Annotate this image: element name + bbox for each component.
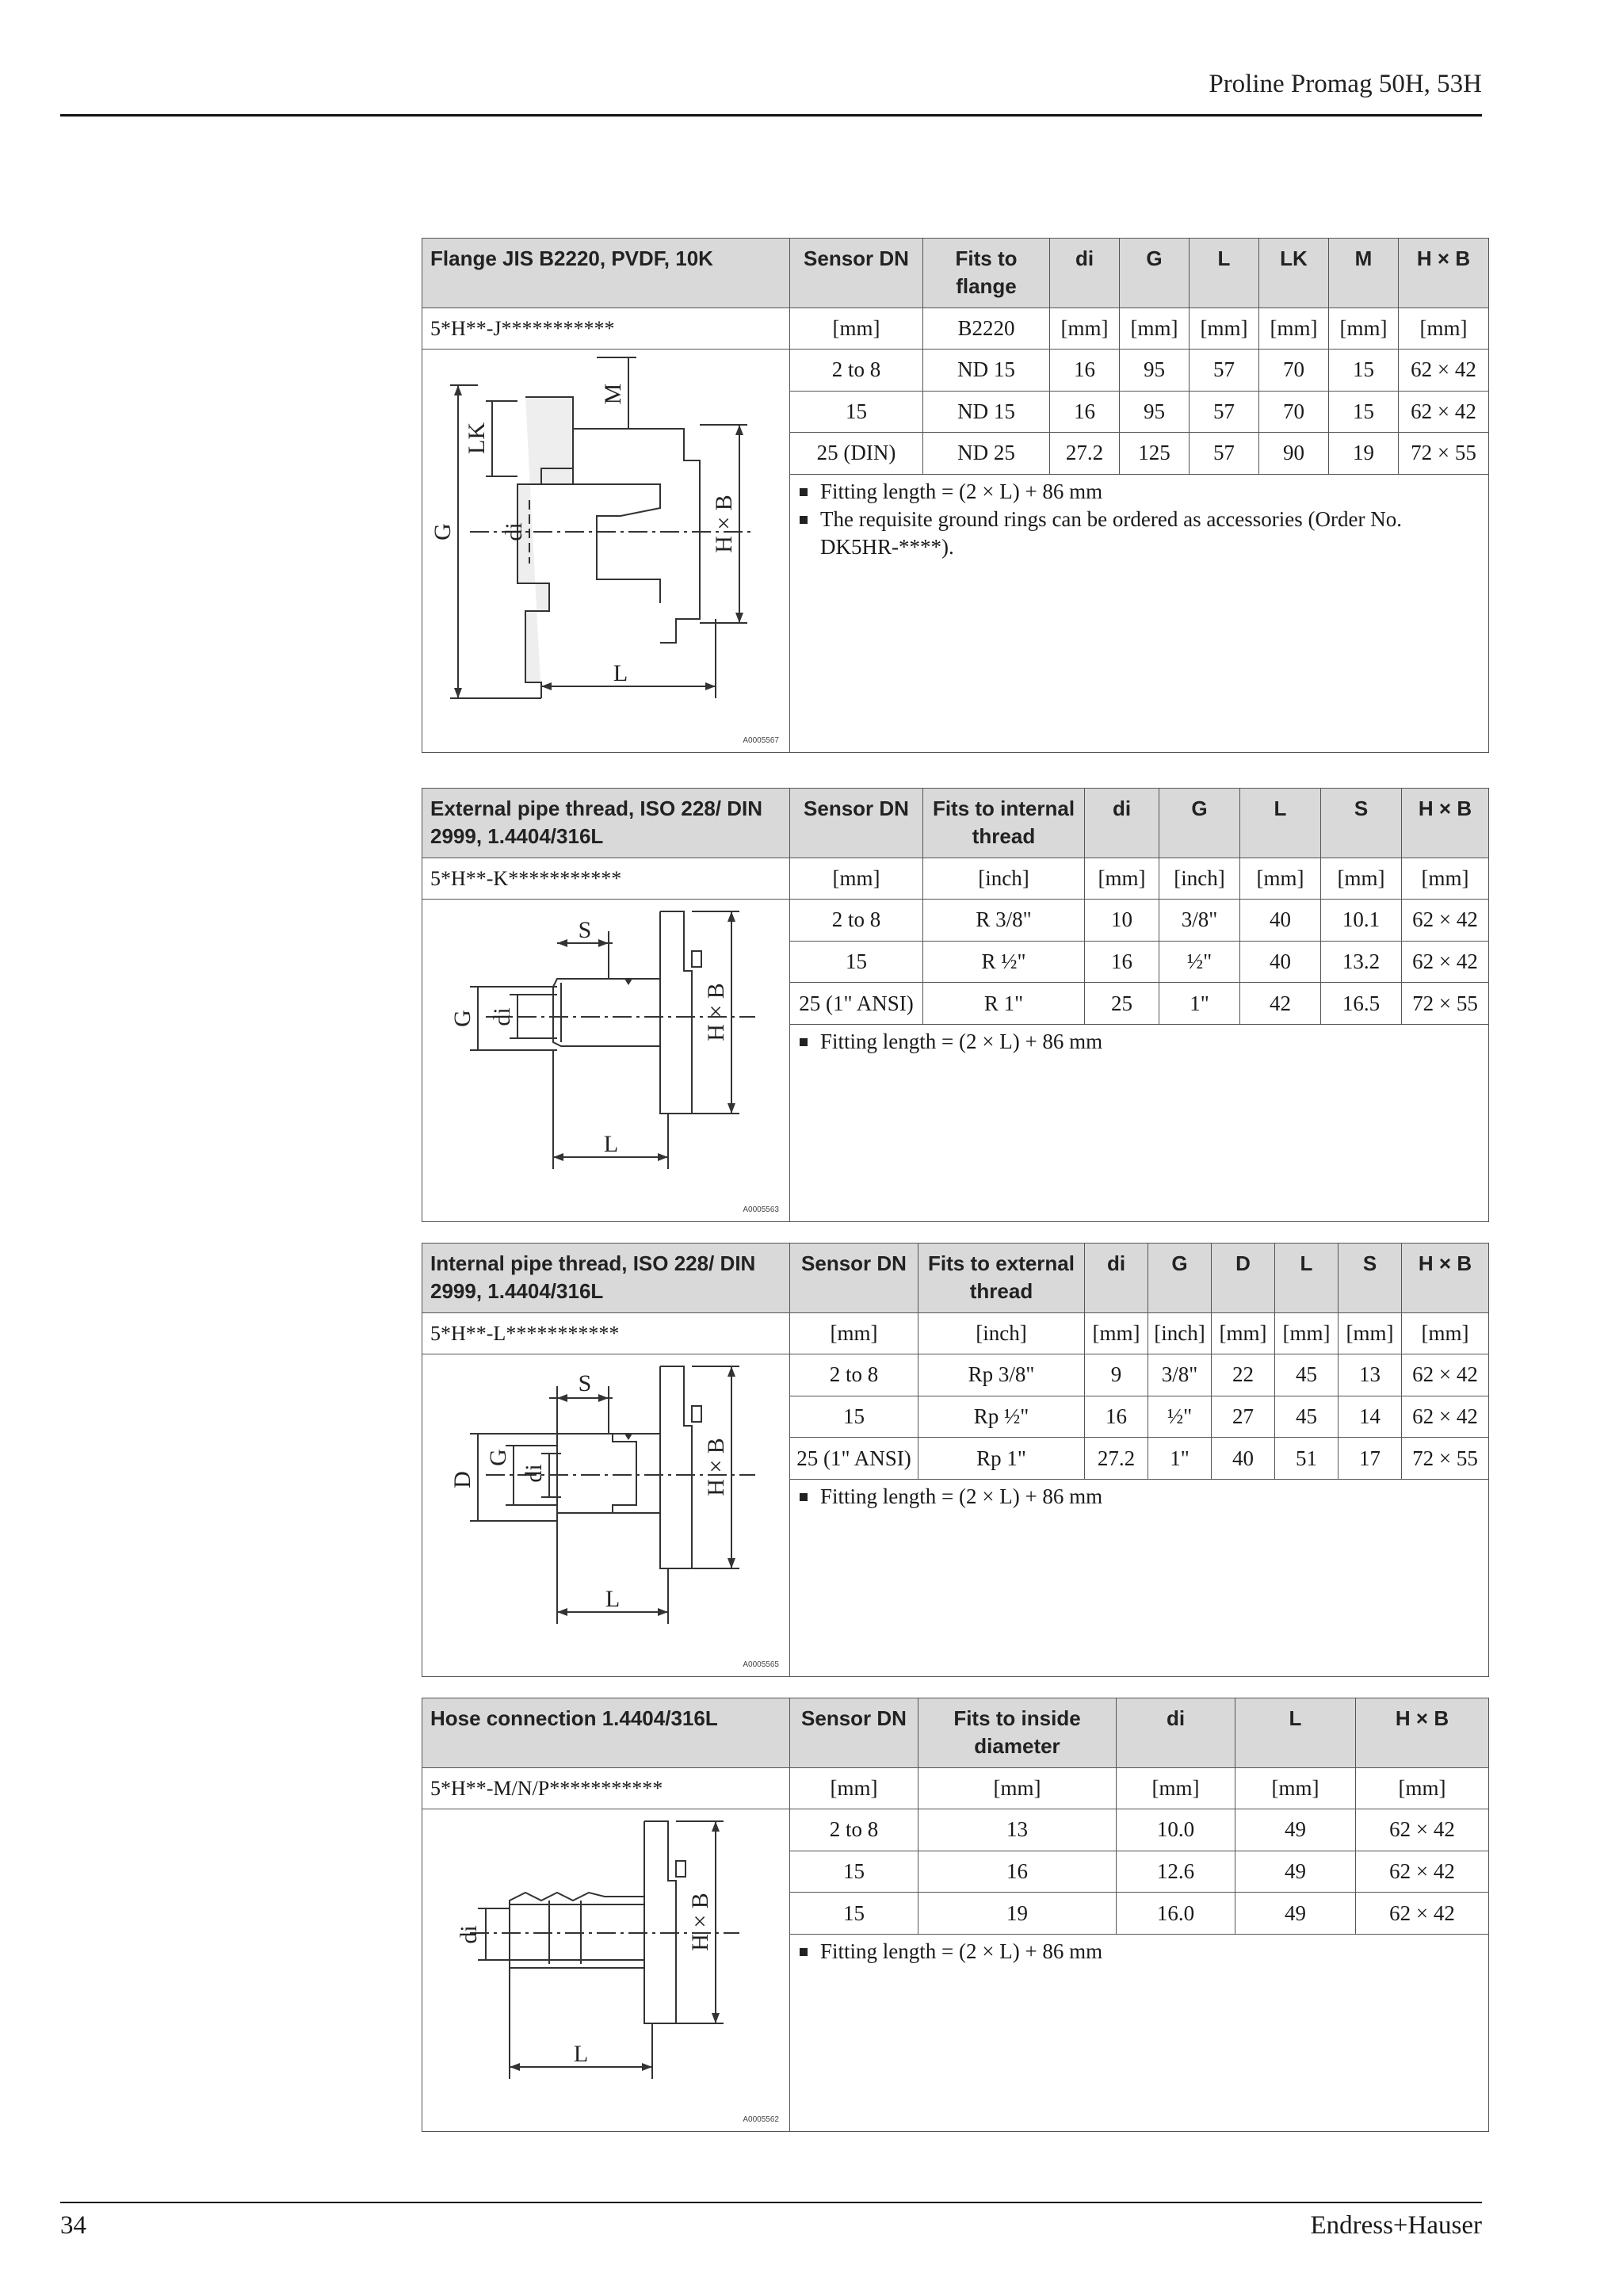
unit-cell: [mm] [790, 1313, 918, 1354]
table-cell: 15 [1329, 391, 1399, 433]
unit-cell: [inch] [1148, 1313, 1212, 1354]
table-cell: 27 [1212, 1396, 1275, 1438]
dim-label: di [521, 1464, 547, 1483]
table-cell: Rp 3/8" [918, 1354, 1085, 1396]
table-cell: 10.0 [1117, 1809, 1235, 1851]
unit-cell: [mm] [1085, 858, 1159, 900]
unit-cell: [mm] [1190, 308, 1259, 350]
table-cell: ½" [1159, 941, 1240, 983]
note-item: The requisite ground rings can be ordered as accessories (Order No. DK5HR-****). [796, 506, 1482, 561]
table-cell: 16 [1085, 941, 1159, 983]
column-header: Sensor DN [790, 1244, 918, 1313]
dim-label: G [485, 1449, 511, 1466]
column-header: Sensor DN [790, 789, 923, 858]
table-cell: 72 × 55 [1399, 433, 1489, 475]
table-cell: 12.6 [1117, 1851, 1235, 1893]
dim-label: M [600, 383, 626, 405]
table-cell: 49 [1235, 1809, 1356, 1851]
drawing-flange-jis [422, 350, 790, 753]
column-header: di [1050, 239, 1120, 308]
note-item: Fitting length = (2 × L) + 86 mm [796, 1938, 1482, 1966]
table-cell: 57 [1190, 391, 1259, 433]
table-cell: 49 [1235, 1893, 1356, 1935]
table-cell: 16.0 [1117, 1893, 1235, 1935]
dim-label: G [449, 1010, 475, 1027]
order-code: 5*H**-J*********** [422, 308, 790, 350]
dim-label: H × B [703, 983, 729, 1041]
table-title: External pipe thread, ISO 228/ DIN 2999, 1.4404/316L [422, 789, 790, 858]
table-cell: 72 × 55 [1402, 983, 1489, 1025]
unit-cell: [mm] [1329, 308, 1399, 350]
unit-cell: [mm] [1212, 1313, 1275, 1354]
note-item: Fitting length = (2 × L) + 86 mm [796, 478, 1482, 506]
table-cell: 16 [1050, 350, 1120, 392]
table-cell: 25 (DIN) [790, 433, 923, 475]
table-cell: 62 × 42 [1402, 1396, 1489, 1438]
table-cell: 62 × 42 [1402, 900, 1489, 942]
table-cell: 25 [1085, 983, 1159, 1025]
unit-cell: [mm] [1275, 1313, 1338, 1354]
unit-cell: [mm] [1402, 858, 1489, 900]
column-header: G [1120, 239, 1190, 308]
flange-jis-drawing [422, 350, 787, 752]
dim-label: S [578, 1370, 592, 1396]
column-header: L [1235, 1698, 1356, 1768]
dim-label: L [605, 1586, 621, 1612]
dim-label: S [578, 917, 592, 943]
order-code: 5*H**-K*********** [422, 858, 790, 900]
notes-cell [790, 474, 1489, 752]
dim-label: L [573, 2041, 589, 2067]
unit-cell: [inch] [1159, 858, 1240, 900]
table-cell: 15 [1329, 350, 1399, 392]
unit-cell: [mm] [1235, 1768, 1356, 1809]
table-cell: 19 [918, 1893, 1117, 1935]
table-cell: 2 to 8 [790, 1809, 918, 1851]
column-header: Fits to flange [923, 239, 1050, 308]
table-cell: 15 [790, 941, 923, 983]
table-title: Hose connection 1.4404/316L [422, 1698, 790, 1768]
table-cell: 51 [1275, 1438, 1338, 1480]
unit-cell: [mm] [1085, 1313, 1148, 1354]
unit-cell: [mm] [1240, 858, 1321, 900]
table-cell: 49 [1235, 1851, 1356, 1893]
table-cell: 1" [1159, 983, 1240, 1025]
table-cell: 45 [1275, 1354, 1338, 1396]
dim-label: LK [464, 422, 490, 454]
dim-label: di [501, 522, 527, 541]
table-cell: 62 × 42 [1356, 1893, 1489, 1935]
unit-cell: [mm] [1321, 858, 1402, 900]
drawing-external-thread [422, 900, 790, 1222]
spec-table-internal-thread [422, 1243, 1489, 1677]
dim-label: G [430, 523, 456, 541]
spec-table-external-thread [422, 788, 1489, 1222]
table-cell: 62 × 42 [1399, 391, 1489, 433]
drawing-internal-thread [422, 1354, 790, 1677]
table-cell: 2 to 8 [790, 350, 923, 392]
table-cell: 45 [1275, 1396, 1338, 1438]
table-cell: 95 [1120, 391, 1190, 433]
table-title: Flange JIS B2220, PVDF, 10K [422, 239, 790, 308]
table-cell: 3/8" [1159, 900, 1240, 942]
table-cell: 62 × 42 [1356, 1851, 1489, 1893]
table-cell: 27.2 [1050, 433, 1120, 475]
table-cell: 16 [1085, 1396, 1148, 1438]
column-header: S [1338, 1244, 1402, 1313]
unit-cell: [inch] [918, 1313, 1085, 1354]
column-header: Fits to inside diameter [918, 1698, 1117, 1768]
table-cell: 15 [790, 1851, 918, 1893]
table-cell: 17 [1338, 1438, 1402, 1480]
table-cell: 10 [1085, 900, 1159, 942]
unit-cell: [mm] [790, 858, 923, 900]
column-header: L [1190, 239, 1259, 308]
table-cell: 125 [1120, 433, 1190, 475]
brand-name: Endress+Hauser [1310, 2211, 1482, 2240]
column-header: di [1085, 1244, 1148, 1313]
table-cell: 62 × 42 [1399, 350, 1489, 392]
table-cell: 16 [1050, 391, 1120, 433]
table-cell: 27.2 [1085, 1438, 1148, 1480]
column-header: LK [1259, 239, 1329, 308]
column-header: Sensor DN [790, 1698, 918, 1768]
notes-cell [790, 1934, 1489, 2131]
column-header: D [1212, 1244, 1275, 1313]
table-cell: 62 × 42 [1356, 1809, 1489, 1851]
unit-cell: [mm] [918, 1768, 1117, 1809]
drawing-hose-connection [422, 1809, 790, 2132]
table-cell: Rp 1" [918, 1438, 1085, 1480]
column-header: H × B [1356, 1698, 1489, 1768]
table-cell: 57 [1190, 350, 1259, 392]
column-header: Sensor DN [790, 239, 923, 308]
table-cell: ND 15 [923, 391, 1050, 433]
table-cell: ½" [1148, 1396, 1212, 1438]
table-cell: 70 [1259, 350, 1329, 392]
table-cell: 16.5 [1321, 983, 1402, 1025]
table-cell: 10.1 [1321, 900, 1402, 942]
table-cell: 15 [790, 1396, 918, 1438]
spec-table-flange-jis [422, 238, 1489, 753]
table-cell: R ½" [923, 941, 1085, 983]
table-cell: ND 15 [923, 350, 1050, 392]
table-cell: 62 × 42 [1402, 941, 1489, 983]
column-header: H × B [1402, 1244, 1489, 1313]
table-cell: 62 × 42 [1402, 1354, 1489, 1396]
table-cell: 72 × 55 [1402, 1438, 1489, 1480]
unit-cell: [mm] [1117, 1768, 1235, 1809]
dim-label: di [456, 1925, 482, 1944]
dim-label: L [613, 660, 628, 686]
spec-table-hose-connection [422, 1698, 1489, 2132]
note-item: Fitting length = (2 × L) + 86 mm [796, 1028, 1482, 1056]
table-cell: 9 [1085, 1354, 1148, 1396]
page-number: 34 [60, 2211, 86, 2240]
unit-cell: [mm] [1259, 308, 1329, 350]
table-cell: 3/8" [1148, 1354, 1212, 1396]
table-cell: 90 [1259, 433, 1329, 475]
unit-cell: [mm] [1050, 308, 1120, 350]
table-cell: 22 [1212, 1354, 1275, 1396]
column-header: H × B [1399, 239, 1489, 308]
unit-cell: B2220 [923, 308, 1050, 350]
table-cell: 13 [918, 1809, 1117, 1851]
table-cell: 25 (1" ANSI) [790, 1438, 918, 1480]
table-cell: R 1" [923, 983, 1085, 1025]
unit-cell: [mm] [790, 1768, 918, 1809]
unit-cell: [mm] [790, 308, 923, 350]
table-cell: 95 [1120, 350, 1190, 392]
footer-rule [60, 2202, 1482, 2203]
drawing-id: A0005562 [743, 2115, 779, 2124]
table-cell: 70 [1259, 391, 1329, 433]
order-code: 5*H**-M/N/P*********** [422, 1768, 790, 1809]
dim-label: D [449, 1471, 475, 1488]
unit-cell: [mm] [1402, 1313, 1489, 1354]
table-cell: 15 [790, 1893, 918, 1935]
order-code: 5*H**-L*********** [422, 1313, 790, 1354]
column-header: G [1148, 1244, 1212, 1313]
table-cell: 2 to 8 [790, 900, 923, 942]
table-cell: 16 [918, 1851, 1117, 1893]
drawing-id: A0005563 [743, 1205, 779, 1214]
drawing-id: A0005567 [743, 736, 779, 745]
table-cell: 2 to 8 [790, 1354, 918, 1396]
unit-cell: [mm] [1120, 308, 1190, 350]
column-header: H × B [1402, 789, 1489, 858]
notes-cell [790, 1024, 1489, 1221]
external-thread-drawing [422, 900, 787, 1221]
column-header: G [1159, 789, 1240, 858]
dim-label: di [489, 1007, 515, 1026]
column-header: Fits to external thread [918, 1244, 1085, 1313]
internal-thread-drawing [422, 1354, 787, 1676]
table-cell: 1" [1148, 1438, 1212, 1480]
table-cell: 19 [1329, 433, 1399, 475]
table-cell: Rp ½" [918, 1396, 1085, 1438]
column-header: di [1117, 1698, 1235, 1768]
table-cell: 42 [1240, 983, 1321, 1025]
column-header: Fits to internal thread [923, 789, 1085, 858]
note-item: Fitting length = (2 × L) + 86 mm [796, 1483, 1482, 1511]
unit-cell: [mm] [1356, 1768, 1489, 1809]
column-header: L [1240, 789, 1321, 858]
table-title: Internal pipe thread, ISO 228/ DIN 2999, 1.4404/316L [422, 1244, 790, 1313]
column-header: S [1321, 789, 1402, 858]
notes-cell [790, 1479, 1489, 1676]
table-cell: 40 [1240, 900, 1321, 942]
table-cell: 13 [1338, 1354, 1402, 1396]
table-cell: R 3/8" [923, 900, 1085, 942]
header-rule [60, 114, 1482, 117]
document-header-title: Proline Promag 50H, 53H [1209, 70, 1482, 98]
dim-label: H × B [687, 1893, 713, 1951]
unit-cell: [inch] [923, 858, 1085, 900]
dim-label: L [603, 1131, 619, 1157]
dim-label: H × B [703, 1438, 729, 1496]
hose-connection-drawing [422, 1809, 787, 2131]
table-cell: 40 [1212, 1438, 1275, 1480]
table-cell: 25 (1" ANSI) [790, 983, 923, 1025]
table-cell: 13.2 [1321, 941, 1402, 983]
table-cell: 40 [1240, 941, 1321, 983]
dim-label: H × B [711, 495, 737, 553]
column-header: di [1085, 789, 1159, 858]
drawing-id: A0005565 [743, 1660, 779, 1669]
unit-cell: [mm] [1338, 1313, 1402, 1354]
unit-cell: [mm] [1399, 308, 1489, 350]
column-header: L [1275, 1244, 1338, 1313]
table-cell: 14 [1338, 1396, 1402, 1438]
table-cell: ND 25 [923, 433, 1050, 475]
column-header: M [1329, 239, 1399, 308]
table-cell: 15 [790, 391, 923, 433]
table-cell: 57 [1190, 433, 1259, 475]
